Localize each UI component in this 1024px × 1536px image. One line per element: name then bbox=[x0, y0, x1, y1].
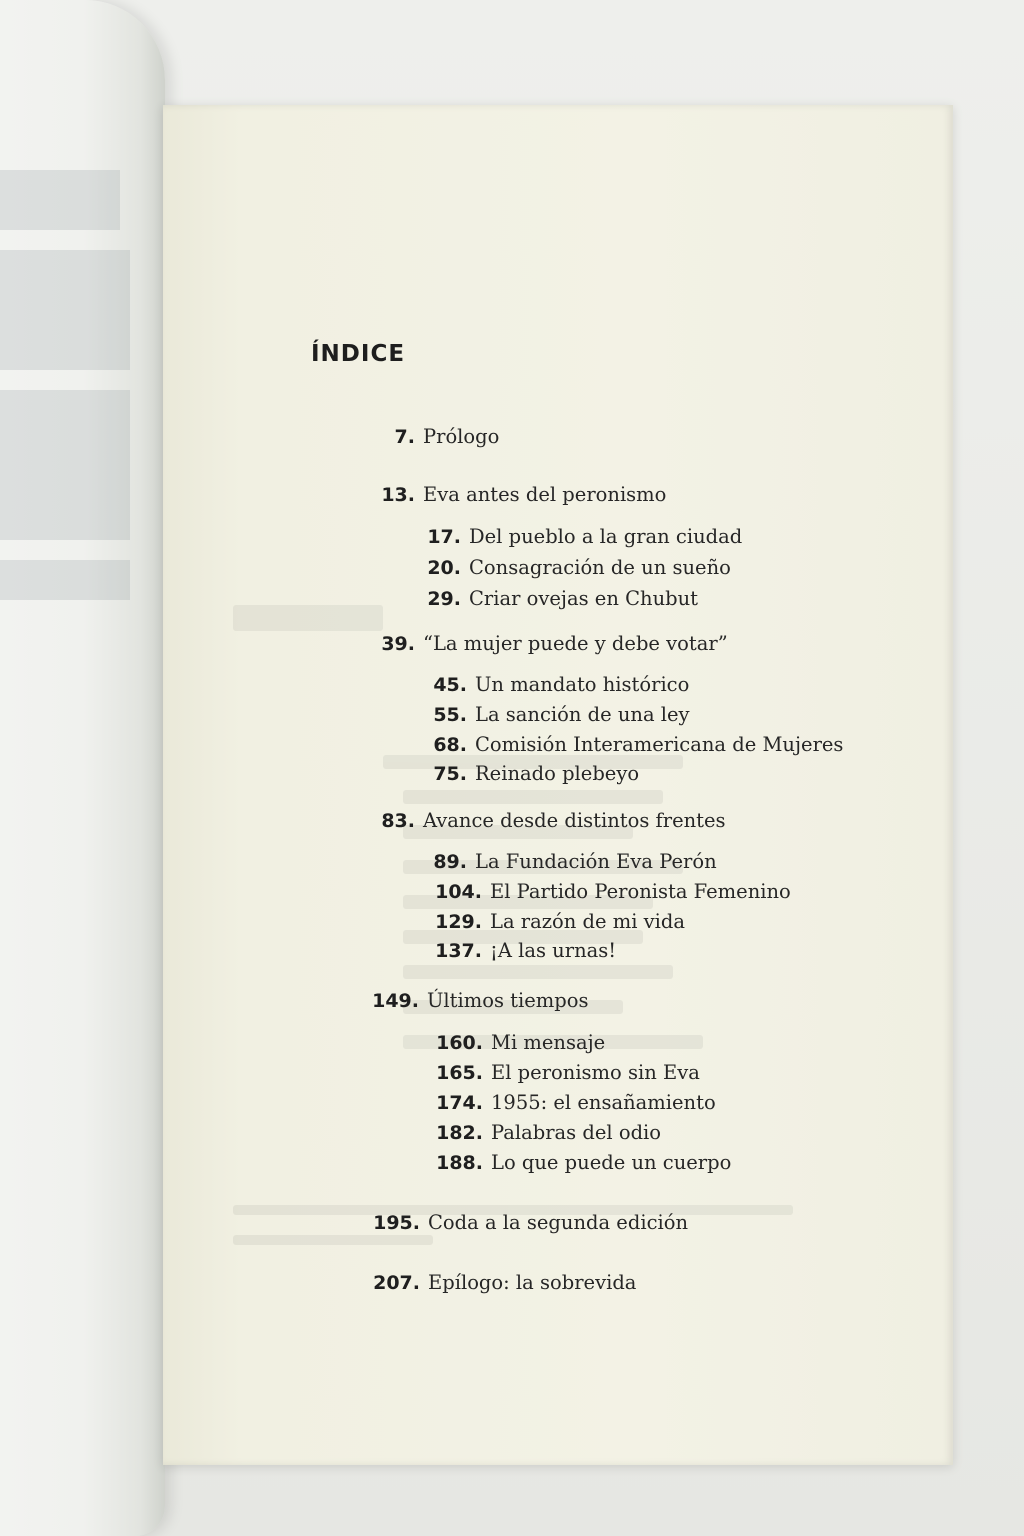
toc-title: Reinado plebeyo bbox=[475, 762, 640, 785]
toc-page-number: 188. bbox=[436, 1152, 483, 1174]
toc-page-number: 137. bbox=[435, 940, 482, 962]
toc-title: La razón de mi vida bbox=[490, 910, 685, 933]
toc-entry bbox=[163, 989, 589, 1012]
left-page bbox=[0, 0, 165, 1536]
index-page bbox=[163, 105, 953, 1465]
toc-title: Epílogo: la sobrevida bbox=[428, 1271, 637, 1294]
toc-page-number: 89. bbox=[433, 851, 467, 873]
toc-subentry bbox=[163, 850, 717, 873]
toc-page-number: 165. bbox=[436, 1062, 483, 1084]
toc-subentry bbox=[163, 556, 731, 579]
toc-page-number: 29. bbox=[427, 588, 461, 610]
toc-page-number: 55. bbox=[433, 704, 467, 726]
toc-subentry bbox=[163, 673, 689, 696]
toc-title: Palabras del odio bbox=[491, 1121, 662, 1144]
toc-page-number: 104. bbox=[435, 881, 482, 903]
show-through-ghost bbox=[0, 150, 130, 670]
toc-page-number: 195. bbox=[373, 1212, 420, 1234]
toc-subentry bbox=[163, 910, 685, 933]
toc-page-number: 174. bbox=[436, 1092, 483, 1114]
toc-title: Avance desde distintos frentes bbox=[423, 809, 726, 832]
toc-page-number: 207. bbox=[373, 1272, 420, 1294]
toc-page-number: 13. bbox=[381, 484, 415, 506]
toc-page-number: 83. bbox=[381, 810, 415, 832]
toc-page-number: 20. bbox=[427, 557, 461, 579]
toc-subentry bbox=[163, 1151, 731, 1174]
toc-title: “La mujer puede y debe votar” bbox=[423, 632, 728, 655]
toc-title: Eva antes del peronismo bbox=[423, 483, 667, 506]
toc-page-number: 75. bbox=[433, 763, 467, 785]
toc-page-number: 160. bbox=[436, 1032, 483, 1054]
toc-subentry bbox=[163, 703, 690, 726]
toc-page-number: 7. bbox=[394, 426, 415, 448]
toc-subentry bbox=[163, 939, 616, 962]
toc-subentry bbox=[163, 762, 639, 785]
toc-title: La sanción de una ley bbox=[475, 703, 690, 726]
toc-title: Prólogo bbox=[423, 425, 500, 448]
toc-title: El Partido Peronista Femenino bbox=[490, 880, 791, 903]
toc-entry bbox=[163, 809, 726, 832]
toc-subentry bbox=[163, 733, 843, 756]
toc-subentry bbox=[163, 587, 698, 610]
toc-page-number: 39. bbox=[381, 633, 415, 655]
toc-title: El peronismo sin Eva bbox=[491, 1061, 700, 1084]
toc-title: Últimos tiempos bbox=[427, 989, 589, 1012]
toc-subentry bbox=[163, 1091, 716, 1114]
toc-entry bbox=[163, 1211, 688, 1234]
toc-title: Criar ovejas en Chubut bbox=[469, 587, 699, 610]
toc-title: Comisión Interamericana de Mujeres bbox=[475, 733, 844, 756]
toc-page-number: 129. bbox=[435, 911, 482, 933]
toc-title: La Fundación Eva Perón bbox=[475, 850, 717, 873]
toc-entry bbox=[163, 483, 666, 506]
toc-page-number: 149. bbox=[372, 990, 419, 1012]
toc-title: 1955: el ensañamiento bbox=[491, 1091, 716, 1114]
toc-entry bbox=[163, 425, 499, 448]
toc-entry bbox=[163, 632, 728, 655]
toc-page-number: 17. bbox=[427, 526, 461, 548]
toc-subentry bbox=[163, 880, 791, 903]
toc-title: Mi mensaje bbox=[491, 1031, 606, 1054]
toc-subentry bbox=[163, 1031, 605, 1054]
index-title: ÍNDICE bbox=[311, 341, 406, 367]
toc-title: Consagración de un sueño bbox=[469, 556, 731, 579]
toc-page-number: 45. bbox=[433, 674, 467, 696]
toc-subentry bbox=[163, 1121, 661, 1144]
toc-title: ¡A las urnas! bbox=[490, 939, 617, 962]
toc-title: Lo que puede un cuerpo bbox=[491, 1151, 732, 1174]
toc-title: Coda a la segunda edición bbox=[428, 1211, 689, 1234]
toc-title: Un mandato histórico bbox=[475, 673, 690, 696]
toc-subentry bbox=[163, 525, 742, 548]
toc-page-number: 182. bbox=[436, 1122, 483, 1144]
toc-title: Del pueblo a la gran ciudad bbox=[469, 525, 743, 548]
toc-subentry bbox=[163, 1061, 700, 1084]
toc-entry bbox=[163, 1271, 636, 1294]
toc-page-number: 68. bbox=[433, 734, 467, 756]
